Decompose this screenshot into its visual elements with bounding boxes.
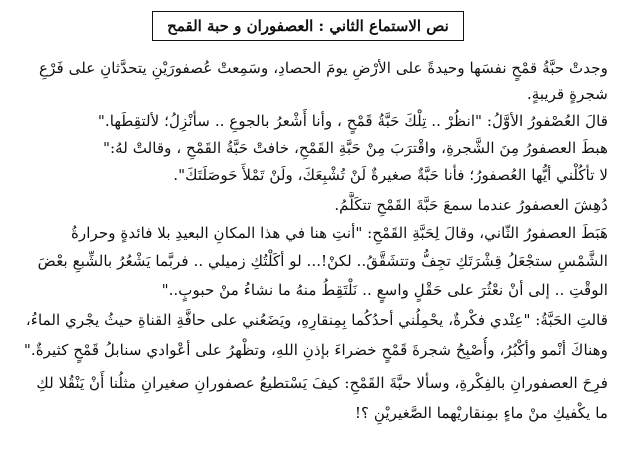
story-line: هَبَطَ العصفورُ الثّاني، وقالَ لِحَبَّةِ القَمْحِ: "أنتِ هنا في هذا المكانِ البعيدِ بلا فائدةٍ وحرارةُ <box>70 224 608 242</box>
story-line: هبطَ العصفورُ مِنَ الشَّجرةِ، واقْترَبَ مِنْ حَبَّةِ القَمْحِ، خافتْ حَبَّةُ القَمْحِ ، وقالتْ لهُ:" <box>103 139 608 157</box>
story-line: قالَ العُصْفورُ الأوَّلُ: "انظُرْ .. تِلْكَ حَبَّةُ قَمْحٍ ، وأنا أَشْعرُ بالجوعِ .. سأنْزِلُ؛ لألتقِطَها." <box>97 112 608 130</box>
story-line: الشَّمْسِ ستجْعَلُ قِشْرَتَكِ تجِفُّ وتتشَقَّقُ.. لكنْ!... لو أكَلْتُكِ زميلي .. فربَّما يَشْعُرُ بالشِّبعِ بعْضَ <box>37 252 608 270</box>
story-line: وهناكَ أنْمو وأكْبُرُ، وأُصْبِحُ شجرةَ قَمْحٍ خضراءَ بإذنِ اللهِ، وتظْهرُ على أعْوادي سنابلُ قَمْحٍ كثيرةٌ." <box>23 341 608 359</box>
story-line: لا تأكُلْني أيُّها العُصفورُ؛ فأنا حَبَّةٌ صغيرةٌ لَنْ تُشْبِعَكَ، ولَنْ تَمْلأَ حَوصَلَتَكَ". <box>173 166 608 184</box>
story-line: قالتِ الحَبَّةُ: "عِنْدي فكْرةٌ، يحْمِلُني أحدُكُما بِمِنقارِهِ، ويَضَعُني على حافَّةِ القناةِ حيثُ يجْري الماءُ، <box>25 311 608 329</box>
page-title: نص الاستماع الثاني : العصفوران و حبة القمح <box>152 11 464 41</box>
story-line: شجرةٍ قريبةٍ. <box>526 85 608 103</box>
story-line: الوقْتِ .. إلى أنْ نعْثُرَ على حَقْلٍ واسعٍ .. نَلْتَقِطُ منهُ ما نشاءُ منْ حبوبٍ.." <box>161 281 608 299</box>
story-line: وجدتْ حبَّةُ قمْحٍ نفسَها وحيدةً على الأرْضِ يومَ الحصادِ، وسَمِعتْ عُصفورَيْنِ يتحدَّثانِ على فَرْعِ <box>39 59 608 77</box>
story-line: فرِحَ العصفورانِ بالفِكْرةِ، وسألا حبَّةَ القَمْحِ: كيفَ يَسْتطيعُ عصفورانِ صغيرانِ مثلُنا أَنْ يَنْقُلا لكِ <box>36 374 608 392</box>
story-line: ما يكْفيكِ منْ ماءٍ بمِنقاريْهما الصَّغيريْنِ ؟! <box>354 404 608 422</box>
story-text <box>18 55 608 460</box>
story-line: دُهِشَ العصفورُ عندما سمعَ حَبَّةَ القَمْحِ تتكَلَّمُ. <box>334 196 608 214</box>
